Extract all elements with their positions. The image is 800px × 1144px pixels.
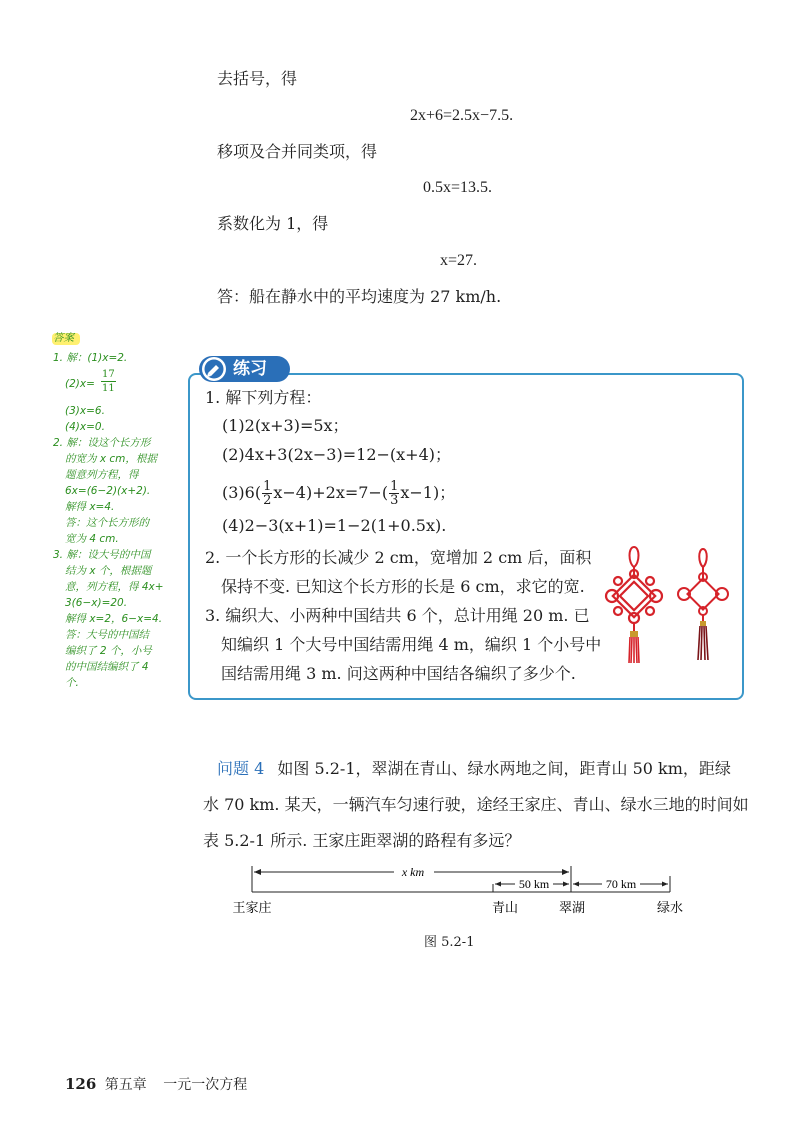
solution-answer: 答：船在静水中的平均速度为 27 km/h.	[217, 287, 502, 306]
margin-answer-line: 题意列方程，得	[65, 469, 139, 481]
place-cuihu: 翠湖	[558, 900, 586, 915]
margin-answer-line: 答：这个长方形的	[65, 517, 149, 529]
problem-4-line3: 表 5.2-1 所示. 王家庄距翠湖的路程有多远？	[203, 831, 521, 850]
margin-answer-line: 解得 x=2，6−x=4.	[65, 613, 163, 625]
chinese-knot-large-image	[598, 545, 670, 665]
margin-answer-line: 的中国结编织了 4	[65, 661, 149, 673]
margin-answer-line: (2)x=	[65, 378, 95, 390]
margin-answer-line: 结为 x 个，根据题	[65, 565, 152, 577]
solution-step-2: 移项及合并同类项，得	[217, 142, 378, 161]
fraction-half-den: 2	[263, 493, 272, 508]
problem-4-line2: 水 70 km. 某天，一辆汽车匀速行驶，途经王家庄、青山、绿水三地的时间如	[203, 795, 749, 814]
margin-answer-line: 的宽为 x cm，根据	[65, 453, 157, 465]
margin-answer-line: 宽为 4 cm.	[65, 533, 119, 545]
chapter-label: 第五章	[104, 1077, 147, 1093]
margin-answer-line: 意，列方程，得 4x+	[65, 581, 164, 593]
place-qingshan: 青山	[491, 900, 519, 915]
fraction-half-num: 1	[263, 479, 272, 494]
fraction-third-num: 1	[390, 479, 399, 494]
equation-1: 2x+6=2.5x−7.5.	[410, 107, 514, 124]
practice-q3-line3: 国结需用绳 3 m. 问这两种中国结各编织了多少个.	[221, 664, 576, 683]
page-number: 126	[65, 1075, 97, 1093]
q1c-part-3: x−1)；	[400, 483, 456, 502]
practice-q2-line2: 保持不变. 已知这个长方形的长是 6 cm，求它的宽.	[221, 577, 585, 596]
margin-answer-line: 1. 解：(1)x=2.	[53, 352, 128, 364]
margin-answer-line: 答：大号的中国结	[65, 629, 149, 641]
place-lvshui: 绿水	[656, 900, 684, 915]
practice-q3-line2: 知编织 1 个大号中国结需用绳 4 m，编织 1 个小号中	[221, 635, 602, 654]
segment-70km-label: 70 km	[605, 877, 637, 891]
q1c-part-2: x−4)+2x=7−(	[273, 483, 389, 502]
chapter-title: 一元一次方程	[163, 1077, 248, 1093]
pencil-icon	[201, 356, 227, 382]
place-wangjiazhuang: 王家庄	[232, 900, 272, 915]
margin-answer-line: 3(6−x)=20.	[65, 597, 128, 609]
margin-answer-line: (3)x=6.	[65, 405, 105, 417]
fraction-third	[389, 480, 399, 507]
margin-answer-line: 个.	[65, 677, 79, 689]
q1c-part-1: (3)6(	[222, 483, 262, 502]
equation-2: 0.5x=13.5.	[423, 179, 493, 196]
practice-q1d: (4)2−3(x+1)=1−2(1+0.5x).	[222, 516, 447, 535]
solution-step-3: 系数化为 1，得	[217, 214, 329, 233]
segment-50km-label: 50 km	[518, 877, 550, 891]
problem-4-line1	[217, 758, 731, 780]
answer-fraction-num: 17	[102, 369, 115, 380]
margin-answer-line: 6x=(6−2)(x+2).	[65, 485, 151, 497]
answer-tag: 答案	[53, 332, 74, 344]
answer-fraction	[101, 368, 116, 395]
practice-title: 练习	[233, 359, 267, 379]
page-footer	[65, 1073, 247, 1096]
practice-q1c	[222, 480, 455, 507]
practice-q1: 1. 解下列方程：	[205, 388, 322, 407]
practice-q1b: (2)4x+3(2x−3)=12−(x+4)；	[222, 445, 451, 464]
problem-label: 问题 4	[217, 759, 265, 778]
margin-answer-line: 解得 x=4.	[65, 501, 115, 513]
margin-answer-line: 3. 解：设大号的中国	[53, 549, 151, 561]
margin-answer-line: 编织了 2 个，小号	[65, 645, 152, 657]
solution-step-1: 去括号，得	[217, 69, 298, 88]
margin-answer-line: (4)x=0.	[65, 421, 105, 433]
chinese-knot-small-image	[672, 547, 734, 662]
practice-q3-line1: 3. 编织大、小两种中国结共 6 个，总计用绳 20 m. 已	[205, 606, 590, 625]
practice-q2-line1: 2. 一个长方形的长减少 2 cm，宽增加 2 cm 后，面积	[205, 548, 592, 567]
equation-3: x=27.	[440, 252, 478, 269]
x-km-label: x km	[401, 865, 425, 879]
problem-text-1: 如图 5.2-1，翠湖在青山、绿水两地之间，距青山 50 km，距绿	[277, 759, 731, 778]
answer-fraction-den: 11	[102, 383, 115, 394]
fraction-third-den: 3	[390, 493, 399, 508]
margin-answer-line: 2. 解：设这个长方形	[53, 437, 151, 449]
figure-5-2-1	[228, 862, 698, 922]
figure-caption: 图 5.2-1	[424, 935, 475, 950]
fraction-half	[262, 480, 272, 507]
practice-q1a: (1)2(x+3)=5x；	[222, 416, 349, 435]
